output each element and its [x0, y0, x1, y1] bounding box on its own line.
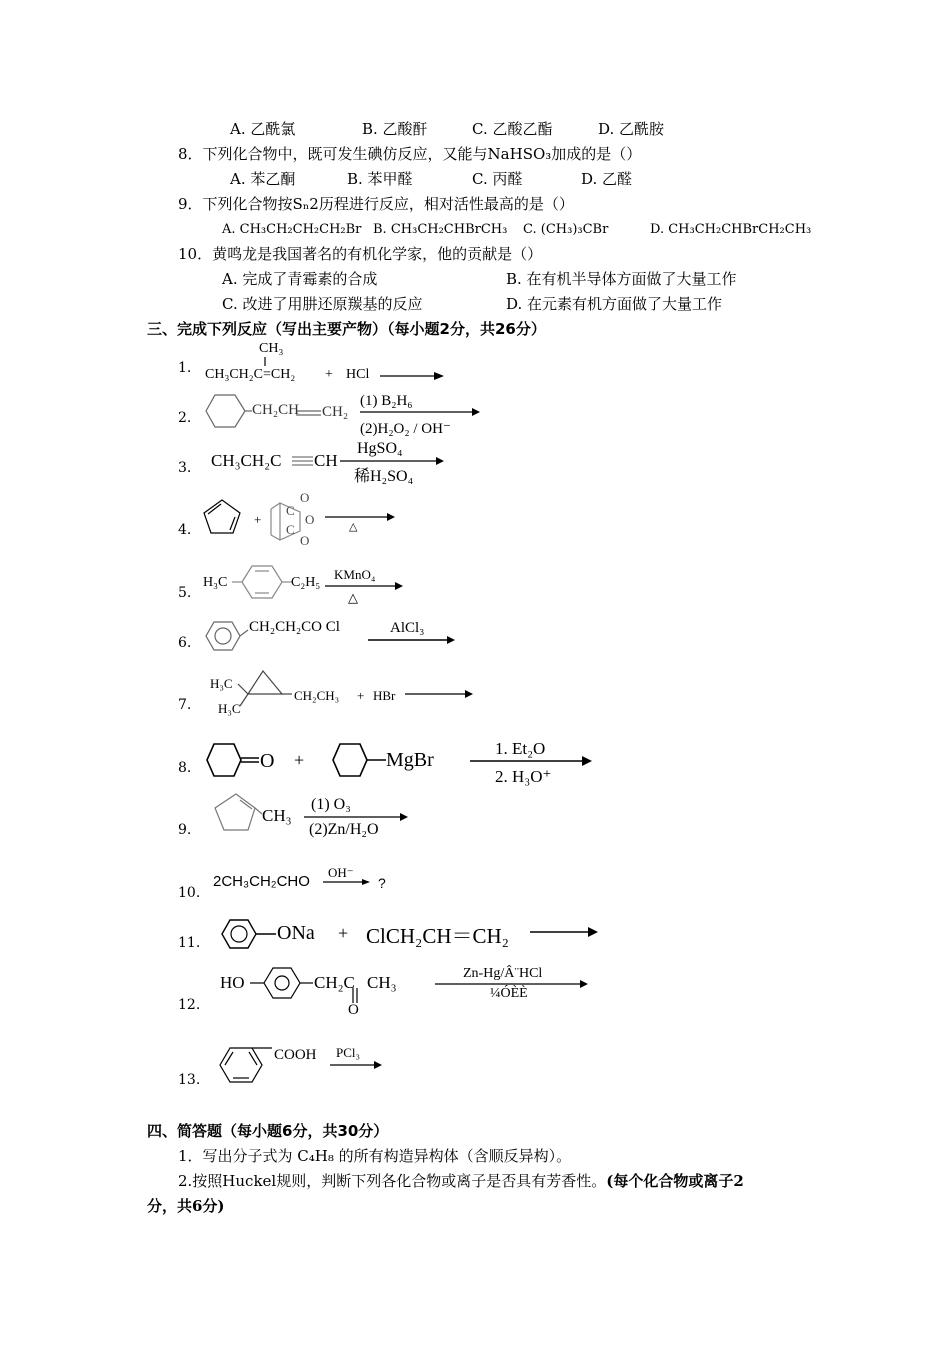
section4-q2-plain: 2.按照Huckel规则，判断下列各化合物或离子是否具有芳香性。: [178, 1172, 607, 1190]
cyclopropane-ring: [248, 671, 282, 694]
section4-q2-continuation: 分，共6分): [147, 1197, 225, 1215]
r5-condition-1: KMnO₄: [334, 567, 376, 582]
r7-methyl-top: H₃C: [210, 676, 233, 691]
r9-methyl: CH₃: [262, 806, 292, 825]
reaction-number: 6.: [178, 635, 192, 651]
r6-condition: AlCl₃: [390, 620, 425, 636]
q7-option-d: D. 乙酰胺: [598, 120, 665, 138]
section4-q2-text: [178, 1172, 744, 1190]
r7-reagent: HBr: [373, 688, 396, 703]
r12-methyl: CH₃: [367, 973, 397, 992]
reaction-number: 9.: [178, 822, 192, 838]
reaction-number: 4.: [178, 522, 192, 538]
q9-option-d: D. CH₃CH₂CHBrCH₂CH₃: [650, 222, 812, 237]
r2-chain: CH₂CH: [252, 402, 299, 418]
r7-plus: +: [357, 688, 365, 703]
reaction-number: 13.: [178, 1072, 201, 1088]
r3-condition-1: HgSO₄: [357, 440, 403, 457]
q7-option-b: B. 乙酸酐: [362, 120, 428, 138]
r4-condition: △: [349, 521, 358, 533]
reaction-number: 7.: [178, 697, 192, 713]
q10-option-c: C. 改进了用肼还原羰基的反应: [222, 295, 423, 313]
r8-plus: +: [294, 750, 305, 770]
benzene-ring: [222, 920, 256, 948]
r11-plus: +: [338, 923, 349, 943]
r7-methyl-bottom: H₃C: [218, 701, 241, 716]
cyclohexane-ring: [206, 395, 245, 427]
reaction-number: 11.: [178, 935, 201, 951]
r4-o-ring: O: [305, 512, 315, 527]
r9-condition-2: (2)Zn/H₂O: [309, 821, 379, 838]
q8-option-b: B. 苯甲醛: [347, 170, 413, 188]
q9-option-c: C. (CH₃)₃CBr: [523, 222, 609, 237]
cyclopentadiene-ring: [204, 500, 240, 533]
r4-o-bottom: O: [300, 533, 310, 548]
r9-condition-1: (1) O₃: [311, 796, 351, 813]
section4-title: 四、简答题（每小题6分，共30分）: [147, 1122, 389, 1140]
reaction-number: 5.: [178, 585, 192, 601]
r13-cooh: COOH: [274, 1047, 317, 1063]
r5-condition-2: △: [348, 590, 358, 605]
benzene-ring: [220, 1048, 262, 1082]
reaction-number: 3.: [178, 460, 192, 476]
r2-condition-2: (2)H₂O₂ / OH⁻: [360, 421, 451, 437]
r12-oxygen: O: [348, 1002, 359, 1018]
r12-condition-1: Zn-Hg/Â¨HCl: [463, 966, 543, 981]
r10-reactant: 2CH₃CH₂CHO: [213, 873, 310, 890]
r4-plus: +: [254, 512, 262, 527]
benzene-ring: [206, 622, 240, 650]
r8-grignard: MgBr: [386, 749, 434, 771]
r10-condition: OH⁻: [328, 865, 354, 880]
r10-product: ?: [378, 875, 386, 891]
r8-condition-2: 2. H₃O⁺: [495, 767, 552, 786]
q8-text: 8．下列化合物中，既可发生碘仿反应，又能与NaHSO₃加成的是（）: [178, 145, 642, 163]
r12-hydroxy: HO: [220, 973, 245, 992]
q10-option-d: D. 在元素有机方面做了大量工作: [506, 295, 723, 313]
r3-condition-2: 稀H₂SO₄: [354, 468, 414, 485]
r1-plus: +: [325, 367, 333, 382]
section4-q2-bold: (每个化合物或离子2: [606, 1172, 744, 1190]
r11-ona: ONa: [277, 922, 315, 944]
r8-oxygen: O: [260, 750, 275, 772]
r2-end: CH₂: [322, 404, 349, 420]
section4-q1: 1．写出分子式为 C₄H₈ 的所有构造异构体（含顺反异构）。: [178, 1147, 572, 1165]
benzene-ring: [264, 968, 300, 998]
r4-c-top: C: [286, 503, 295, 518]
q10-option-b: B. 在有机半导体方面做了大量工作: [506, 270, 737, 288]
r1-methyl: CH₃: [259, 341, 284, 356]
q10-option-a: A. 完成了青霉素的合成: [222, 270, 378, 288]
q8-option-a: A. 苯乙酮: [230, 170, 296, 188]
cyclohexane-ring: [207, 744, 241, 776]
r3-left: CH₃CH₂C: [211, 451, 282, 470]
cyclohexane-ring: [333, 744, 367, 776]
r1-reactant: CH₃CH₂C=CH₂: [205, 367, 296, 382]
q9-option-a: A. CH₃CH₂CH₂CH₂Br: [222, 222, 362, 237]
r2-condition-1: (1) B₂H₆: [360, 393, 413, 409]
r8-condition-1: 1. Et₂O: [495, 739, 546, 758]
r6-chain: CH₂CH₂CO Cl: [249, 619, 340, 635]
r12-condition-2: ¼ÓÈÈ: [490, 986, 528, 1001]
reaction-number: 1.: [178, 360, 192, 376]
q7-option-c: C. 乙酸乙酯: [472, 120, 553, 138]
r5-right: C₂H₅: [291, 575, 321, 590]
q9-option-b: B. CH₃CH₂CHBrCH₃: [373, 222, 508, 237]
reaction-number: 10.: [178, 885, 201, 901]
reaction-number: 12.: [178, 997, 201, 1013]
r3-right: CH: [314, 451, 338, 470]
section3-title: 三、完成下列反应（写出主要产物）（每小题2分，共26分）: [147, 320, 546, 338]
reaction-number: 8.: [178, 760, 192, 776]
r11-reagent: ClCH₂CH＝CH₂: [366, 924, 510, 948]
q9-text: 9．下列化合物按Sₙ2历程进行反应，相对活性最高的是（）: [178, 195, 574, 213]
reaction-number: 2.: [178, 410, 192, 426]
q7-option-a: A. 乙酰氯: [230, 120, 296, 138]
q8-option-d: D. 乙醛: [581, 170, 633, 188]
r1-reagent: HCl: [346, 367, 370, 382]
q10-text: 10．黄鸣龙是我国著名的有机化学家，他的贡献是（）: [178, 245, 543, 263]
r13-condition: PCl₃: [336, 1045, 361, 1060]
r7-ethyl: CH₂CH₃: [294, 688, 340, 703]
r12-chain: CH₂C: [314, 973, 355, 992]
r4-c-bottom: C: [286, 522, 295, 537]
r5-left: H₃C: [203, 575, 228, 590]
cyclopentene-ring: [215, 794, 255, 830]
r4-o-top: O: [300, 490, 310, 505]
q8-option-c: C. 丙醛: [472, 170, 523, 188]
